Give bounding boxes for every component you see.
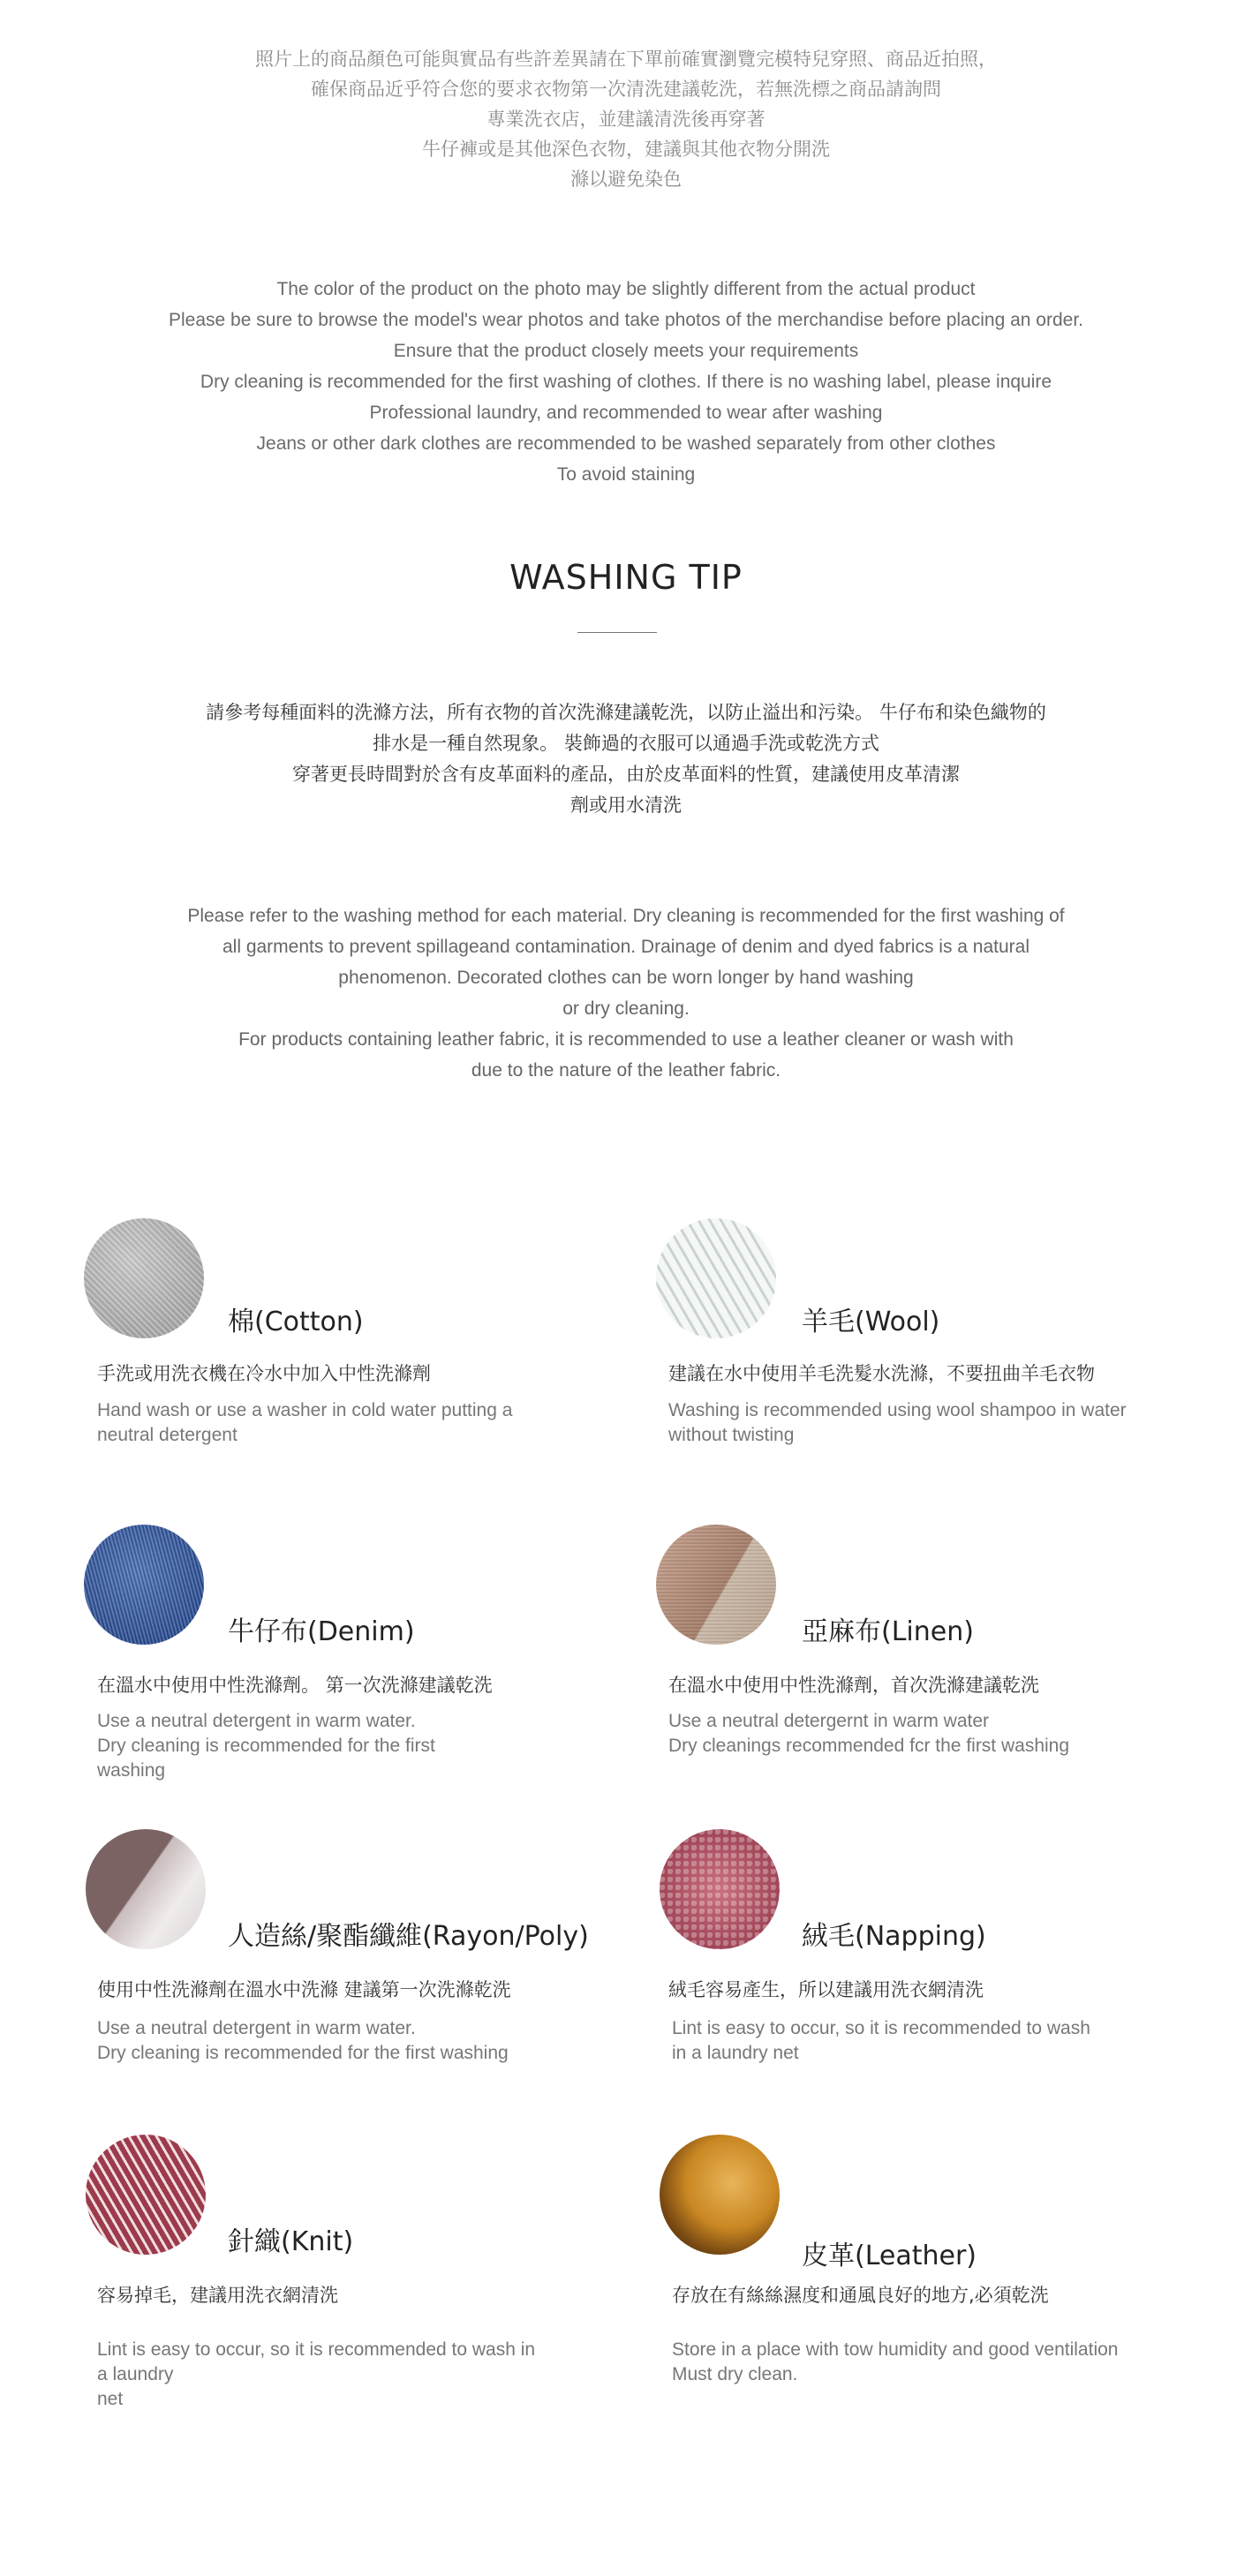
- material-linen: [626, 1525, 1252, 1807]
- tip-en-line: phenomenon. Decorated clothes can be worn longer by hand washing: [338, 968, 914, 988]
- material-name: 人造絲/聚酯纖維(Rayon/Poly): [228, 1921, 589, 1952]
- notice-en-line: Jeans or other dark clothes are recommended to be washed separately from other clothes: [256, 433, 996, 454]
- material-care-en: [97, 1398, 512, 1448]
- rayon-fabric-swatch-icon: [86, 1829, 206, 1949]
- washing-tip-english: [0, 900, 1252, 1086]
- linen-fabric-swatch-icon: [656, 1525, 776, 1645]
- knit-fabric-swatch-icon: [86, 2135, 206, 2255]
- material-care-zh: 在溫水中使用中性洗滌劑，首次洗滌建議乾洗: [668, 1675, 1039, 1696]
- washing-tip-chinese: [0, 697, 1252, 821]
- material-name: 亞麻布(Linen): [802, 1616, 974, 1647]
- care-en-line: Dry cleaning is recommended for the first washing: [97, 2043, 509, 2063]
- tip-zh-line: 排水是一種自然現象。 裝飾過的衣服可以通過手洗或乾洗方式: [373, 733, 879, 754]
- material-care-en: [668, 1709, 1069, 1759]
- material-knit: [0, 2135, 626, 2452]
- tip-en-line: For products containing leather fabric, it is recommended to use a leather cleaner or wash with: [238, 1029, 1014, 1050]
- tip-zh-line: 穿著更長時間對於含有皮革面料的產品，由於皮革面料的性質，建議使用皮革清潔: [292, 764, 960, 785]
- care-en-line: Washing is recommended using wool shampoo in water: [668, 1400, 1127, 1420]
- care-en-line: net: [97, 2389, 124, 2409]
- notice-zh-line: 專業洗衣店，並建議清洗後再穿著: [486, 109, 766, 130]
- tip-en-line: due to the nature of the leather fabric.: [471, 1060, 781, 1081]
- notice-zh-line: 確保商品近乎符合您的要求衣物第一次清洗建議乾洗，若無洗標之商品請詢問: [311, 79, 941, 100]
- notice-zh-line: 牛仔褲或是其他深色衣物，建議與其他衣物分開洗: [422, 139, 830, 160]
- care-en-line: neutral detergent: [97, 1425, 238, 1445]
- care-en-line: a laundry: [97, 2364, 174, 2384]
- tip-en-line: or dry cleaning.: [562, 998, 690, 1019]
- material-cotton: [0, 1218, 626, 1501]
- material-rayon-poly: [0, 1829, 626, 2112]
- notice-en-line: The color of the product on the photo may be slightly different from the actual product: [276, 279, 976, 299]
- tip-en-line: Please refer to the washing method for each material. Dry cleaning is recommended for the first washing of: [187, 906, 1065, 926]
- notice-en-line: Please be sure to browse the model's wear photos and take photos of the merchandise before placing an order.: [169, 310, 1083, 330]
- material-name: 皮革(Leather): [802, 2241, 977, 2271]
- material-name: 棉(Cotton): [228, 1307, 364, 1337]
- material-care-en: [668, 1398, 1127, 1448]
- material-name: 針織(Knit): [228, 2226, 354, 2257]
- material-care-en: [97, 2338, 535, 2412]
- care-en-line: Store in a place with tow humidity and good ventilation: [672, 2339, 1119, 2360]
- notice-en-line: Professional laundry, and recommended to wear after washing: [369, 403, 883, 423]
- care-en-line: Lint is easy to occur, so it is recommended to wash: [672, 2018, 1090, 2038]
- notice-en-line: To avoid staining: [556, 464, 696, 485]
- material-denim: [0, 1525, 626, 1807]
- napping-fabric-swatch-icon: [660, 1829, 780, 1949]
- material-leather: [626, 2135, 1252, 2452]
- tip-zh-line: 請參考每種面料的洗滌方法，所有衣物的首次洗滌建議乾洗，以防止溢出和污染。 牛仔布和染色織物的: [206, 702, 1046, 723]
- material-name: 絨毛(Napping): [802, 1921, 986, 1952]
- material-care-en: [97, 1709, 435, 1783]
- material-care-en: [672, 2016, 1090, 2066]
- tip-en-line: all garments to prevent spillageand contamination. Drainage of denim and dyed fabrics is a natural: [222, 937, 1030, 957]
- notice-zh-line: 照片上的商品顏色可能與實品有些許差異請在下單前確實瀏覽完模特兒穿照、商品近拍照，: [255, 49, 997, 70]
- material-care-zh: 絨毛容易產生，所以建議用洗衣網清洗: [668, 1979, 984, 2000]
- care-en-line: Lint is easy to occur, so it is recommended to wash in: [97, 2339, 536, 2360]
- material-name: 羊毛(Wool): [802, 1307, 940, 1337]
- tip-zh-line: 劑或用水清洗: [570, 795, 682, 816]
- care-en-line: without twisting: [668, 1425, 795, 1445]
- material-care-zh: 在溫水中使用中性洗滌劑。 第一次洗滌建議乾洗: [97, 1675, 493, 1696]
- washing-tip-title: WASHING TIP: [509, 558, 743, 597]
- material-napping: [626, 1829, 1252, 2112]
- notice-english: [0, 274, 1252, 490]
- care-en-line: Must dry clean.: [672, 2364, 798, 2384]
- care-en-line: Dry cleaning is recommended for the first: [97, 1736, 435, 1756]
- wool-fabric-swatch-icon: [656, 1218, 776, 1338]
- material-care-zh: 存放在有絲絲濕度和通風良好的地方,必須乾洗: [672, 2285, 1049, 2306]
- material-wool: [626, 1218, 1252, 1501]
- material-care-en: [97, 2016, 509, 2066]
- care-en-line: Hand wash or use a washer in cold water putting a: [97, 1400, 513, 1420]
- material-care-zh: 使用中性洗滌劑在溫水中洗滌 建議第一次洗滌乾洗: [97, 1979, 511, 2000]
- notice-chinese: [0, 44, 1252, 194]
- denim-fabric-swatch-icon: [84, 1525, 204, 1645]
- material-care-zh: 容易掉毛，建議用洗衣網清洗: [97, 2285, 338, 2306]
- notice-en-line: Ensure that the product closely meets your requirements: [393, 341, 859, 361]
- care-en-line: washing: [97, 1760, 166, 1781]
- care-en-line: Use a neutral detergent in warm water.: [97, 1711, 416, 1731]
- notice-en-line: Dry cleaning is recommended for the first washing of clothes. If there is no washing label, please inquire: [200, 372, 1052, 392]
- material-care-zh: 手洗或用洗衣機在冷水中加入中性洗滌劑: [97, 1363, 431, 1384]
- title-divider: [577, 632, 657, 633]
- care-en-line: Use a neutral detergernt in warm water: [668, 1711, 989, 1731]
- care-en-line: in a laundry net: [672, 2043, 799, 2063]
- care-en-line: Dry cleanings recommended fcr the first washing: [668, 1736, 1070, 1756]
- care-en-line: Use a neutral detergent in warm water.: [97, 2018, 416, 2038]
- cotton-fabric-swatch-icon: [84, 1218, 204, 1338]
- material-name: 牛仔布(Denim): [228, 1616, 415, 1647]
- material-care-zh: 建議在水中使用羊毛洗髮水洗滌，不要扭曲羊毛衣物: [668, 1363, 1095, 1384]
- material-care-en: [672, 2338, 1118, 2387]
- notice-zh-line: 滌以避免染色: [570, 169, 682, 190]
- leather-fabric-swatch-icon: [660, 2135, 780, 2255]
